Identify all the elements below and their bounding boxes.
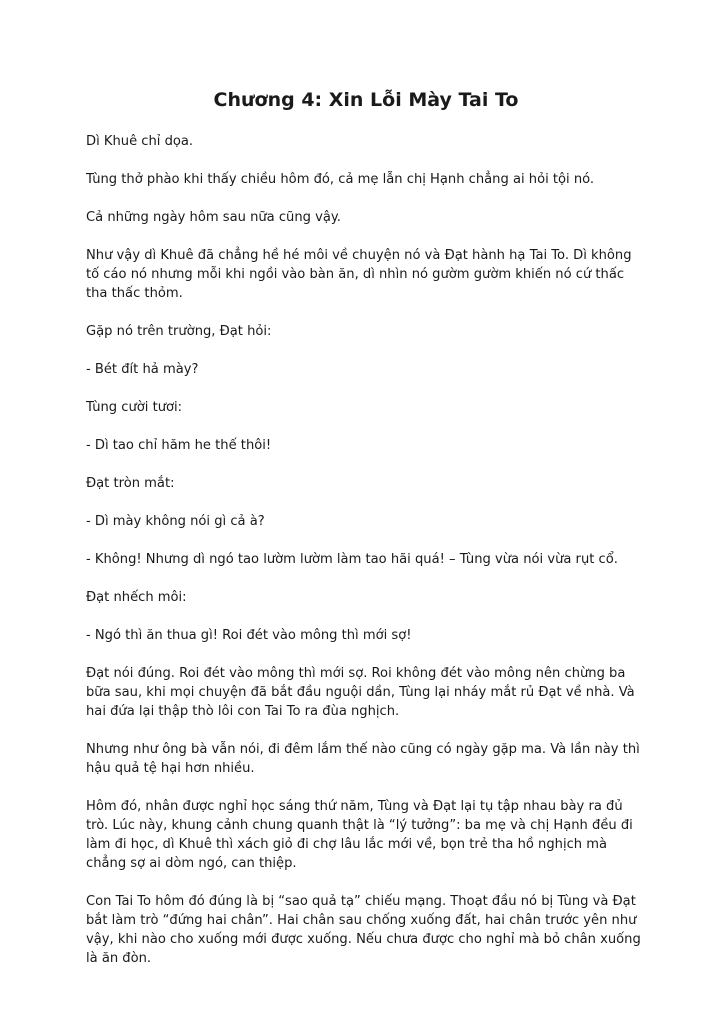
paragraph: Tùng thở phào khi thấy chiều hôm đó, cả mẹ lẫn chị Hạnh chẳng ai hỏi tội nó. bbox=[86, 172, 595, 187]
paragraph: Con Tai To hôm đó đúng là bị “sao quả tạ” chiếu mạng. Thoạt đầu nó bị Tùng và Đạt bắt làm trò “đứng hai chân”. Hai chân sau chống xuống đất, hai chân trước yên như vậy, khi nào cho xuống mới được xuống. Nếu chưa được cho nghỉ mà bỏ chân xuống là ăn đòn. bbox=[86, 894, 641, 966]
paragraph: - Không! Nhưng dì ngó tao lườm lườm làm tao hãi quá! – Tùng vừa nói vừa rụt cổ. bbox=[86, 552, 618, 567]
paragraph: Đạt nhếch môi: bbox=[86, 590, 187, 605]
paragraph: Nhưng như ông bà vẫn nói, đi đêm lắm thế nào cũng có ngày gặp ma. Và lần này thì hậu quả tệ hại hơn nhiều. bbox=[86, 742, 640, 776]
paragraph: - Bét đít hả mày? bbox=[86, 362, 199, 377]
chapter-title: Chương 4: Xin Lỗi Mày Tai To bbox=[213, 89, 519, 111]
paragraph: Gặp nó trên trường, Đạt hỏi: bbox=[86, 324, 272, 339]
paragraph: Như vậy dì Khuê đã chẳng hề hé môi về chuyện nó và Đạt hành hạ Tai To. Dì không tố cáo nó nhưng mỗi khi ngồi vào bàn ăn, dì nhìn nó gườm gườm khiến nó cứ thấc tha thấc thỏm. bbox=[86, 248, 632, 301]
paragraph: Cả những ngày hôm sau nữa cũng vậy. bbox=[86, 210, 341, 225]
paragraph: - Dì tao chỉ hăm he thế thôi! bbox=[86, 438, 272, 453]
paragraph: Đạt tròn mắt: bbox=[86, 476, 175, 491]
paragraph: Dì Khuê chỉ dọa. bbox=[86, 134, 194, 149]
paragraph: Hôm đó, nhân được nghỉ học sáng thứ năm, Tùng và Đạt lại tụ tập nhau bày ra đủ trò. Lúc này, khung cảnh chung quanh thật là “lý tưởng”: ba mẹ và chị Hạnh đều đi làm đi học, dì Khuê thì xách giỏ đi chợ lâu lắc mới về, bọn trẻ tha hồ nghịch mà chẳng sợ ai dòm ngó, can thiệp. bbox=[86, 799, 633, 871]
paragraph: Tùng cười tươi: bbox=[86, 400, 183, 415]
document-page bbox=[86, 88, 646, 968]
paragraph: Đạt nói đúng. Roi đét vào mông thì mới sợ. Roi không đét vào mông nên chừng ba bữa sau, khi mọi chuyện đã bắt đầu nguội dần, Tùng lại nháy mắt rủ Đạt về nhà. Và hai đứa lại thập thò lôi con Tai To ra đùa nghịch. bbox=[86, 666, 635, 719]
paragraph: - Dì mày không nói gì cả à? bbox=[86, 514, 265, 529]
paragraph: - Ngó thì ăn thua gì! Roi đét vào mông thì mới sợ! bbox=[86, 628, 412, 643]
